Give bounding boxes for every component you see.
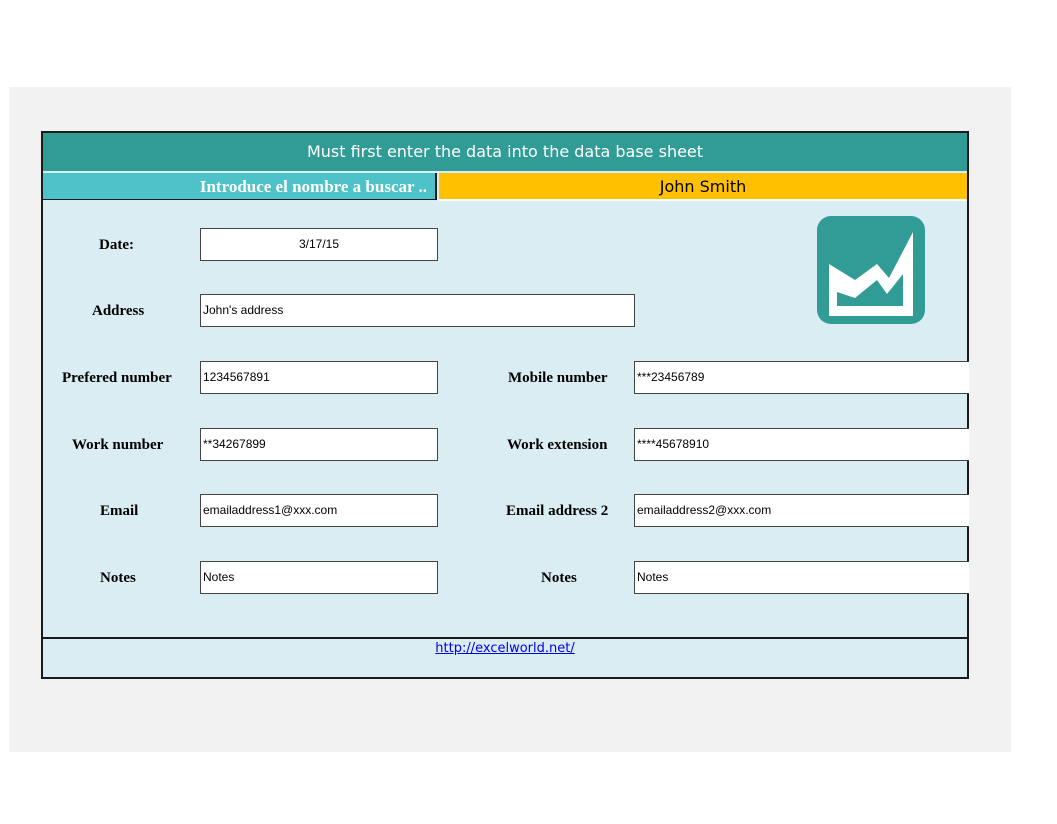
notes-left-label: Notes xyxy=(100,570,136,586)
logo xyxy=(817,216,925,324)
work-extension-field[interactable]: ****45678910 xyxy=(634,428,969,461)
mobile-number-field[interactable]: ***23456789 xyxy=(634,361,969,394)
mobile-number-label: Mobile number xyxy=(508,370,608,386)
footer-link[interactable]: http://excelworld.net/ xyxy=(435,641,575,656)
work-extension-label: Work extension xyxy=(507,437,608,453)
search-form-sheet xyxy=(41,131,969,679)
notes-left-field[interactable]: Notes xyxy=(200,561,438,594)
email-address-2-field[interactable]: emailaddress2@xxx.com xyxy=(634,494,969,527)
work-number-field[interactable]: **34267899 xyxy=(200,428,438,461)
search-name-input[interactable]: John Smith xyxy=(439,173,967,201)
area-chart-icon xyxy=(817,216,925,324)
email-field[interactable]: emailaddress1@xxx.com xyxy=(200,494,438,527)
email-label: Email xyxy=(100,503,139,519)
address-field[interactable]: John's address xyxy=(200,294,635,327)
date-field[interactable]: 3/17/15 xyxy=(200,228,438,261)
prefered-number-label: Prefered number xyxy=(62,370,172,386)
page-title: Must first enter the data into the data base sheet xyxy=(43,133,967,171)
email-address-2-label: Email address 2 xyxy=(506,503,609,519)
search-label: Introduce el nombre a buscar .. xyxy=(43,173,437,200)
work-number-label: Work number xyxy=(72,437,164,453)
notes-right-field[interactable]: Notes xyxy=(634,561,969,594)
date-label: Date: xyxy=(99,237,134,253)
prefered-number-field[interactable]: 1234567891 xyxy=(200,361,438,394)
notes-right-label: Notes xyxy=(541,570,577,586)
address-label: Address xyxy=(92,303,145,319)
footer-divider xyxy=(43,637,967,639)
